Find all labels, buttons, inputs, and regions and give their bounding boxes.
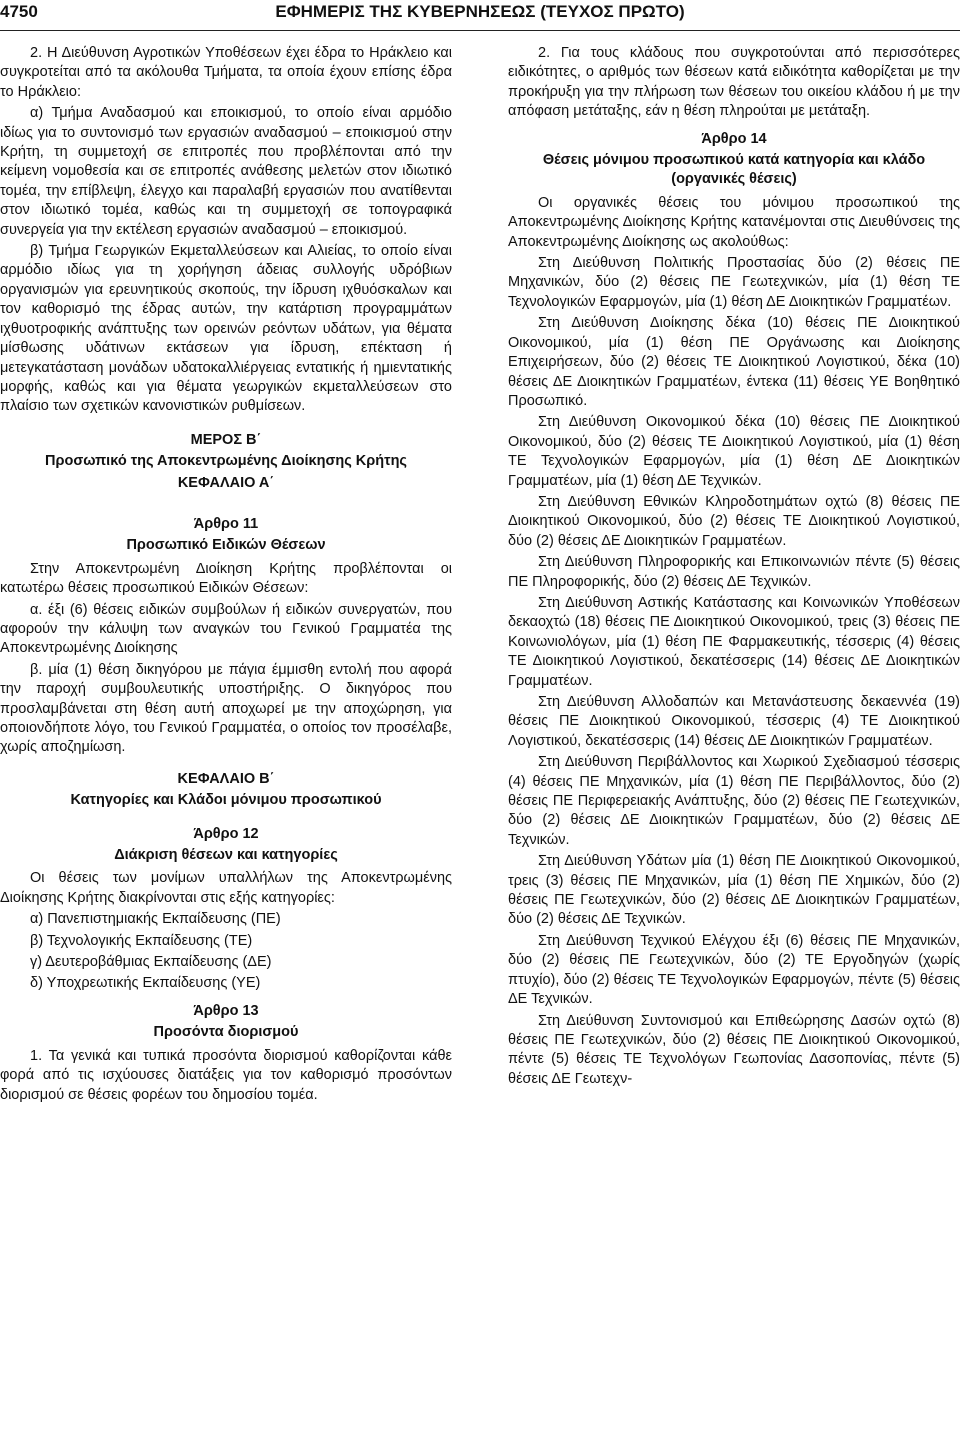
article-heading: Άρθρο 14: [701, 130, 767, 147]
header-rule: [0, 30, 960, 31]
right-column: [508, 44, 960, 1091]
paragraph: Στη Διεύθυνση Συντονισμού και Επιθεώρησης Δασών οχτώ (8) θέσεις ΠΕ Γεωτεχνικών, δύο (2) θέσεις ΠΕ Διοικητικού Οικονομικού, πέντε (5) θέσεις ΤΕ Τεχνολόγων Γεωπονίας Δασοπονίας, πέντε (5) θέσεις ΔΕ Γεωτεχν-: [508, 1012, 960, 1087]
list-item: β) Τεχνολογικής Εκπαίδευσης (ΤΕ): [30, 932, 253, 949]
gazette-title: ΕΦΗΜΕΡΙΣ ΤΗΣ ΚΥΒΕΡΝΗΣΕΩΣ (ΤΕΥΧΟΣ ΠΡΩΤΟ): [275, 2, 685, 21]
paragraph: Στη Διεύθυνση Οικονομικού δέκα (10) θέσεις ΠΕ Διοικητικού Οικονομικού, δύο (2) θέσεις ΤΕ Διοικητικού Λογιστικού, μία (1) θέση ΤΕ Τεχνολογικών Εφαρμογών, μία (1) θέση ΔΕ Διοικητικών Γραμματέων, μία (1) θέση ΔΕ Τεχνικών.: [508, 414, 960, 489]
article-heading: Άρθρο 11: [193, 515, 259, 532]
list-item: γ) Δευτεροβάθμιας Εκπαίδευσης (ΔΕ): [30, 954, 272, 971]
list-item: δ) Υποχρεωτικής Εκπαίδευσης (ΥΕ): [30, 975, 261, 992]
paragraph: Στη Διεύθυνση Υδάτων μία (1) θέση ΠΕ Διοικητικού Οικονομικού, τρεις (3) θέσεις ΠΕ Μηχανικών, μία (1) θέση ΠΕ Χημικών, δύο (2) θέσεις ΠΕ Γεωτεχνικών, δύο (2) θέσεις ΔΕ Διοικητικών Γραμματέων, δύο (2) θέσεις ΔΕ Τεχνικών.: [508, 853, 960, 928]
paragraph: Στη Διεύθυνση Αλλοδαπών και Μετανάστευσης δεκαεννέα (19) θέσεις ΠΕ Διοικητικού Οικονομικού, τέσσερις (4) ΤΕ Διοικητικού Λογιστικού, δεκατέσσερις (14) θέσεις ΔΕ Διοικητικών Γραμματέων.: [508, 694, 960, 749]
left-column: [0, 44, 452, 1107]
article-title: Διάκριση θέσεων και κατηγορίες: [114, 847, 338, 864]
article-title: Προσωπικό Ειδικών Θέσεων: [126, 537, 326, 554]
paragraph: α) Τμήμα Αναδασμού και εποικισμού, το οποίο είναι αρμόδιο ιδίως για το συντονισμό των εργασιών αναδασμού – εποικισμού στην Κρήτη, τη συμμετοχή σε επιτροπές που προβλέπονται από την κείμενη νομοθεσία και σε επιτροπές ανάθεσης μελετών στον ιδιωτικό τομέα, την επίβλεψη, έλεγχο και παραλαβή εργασιών που ανατίθενται στον ιδιωτικό τομέα, καθώς και τη συμμετοχή σε τοπογραφικά συνεργεία για την εκτέλεση εργασιών αναδασμού – εποικισμού.: [0, 105, 452, 238]
paragraph: Στη Διεύθυνση Πληροφορικής και Επικοινωνιών πέντε (5) θέσεις ΠΕ Πληροφορικής, δύο (2) θέσεις ΔΕ Τεχνικών.: [508, 554, 960, 590]
chapter-heading: ΚΕΦΑΛΑΙΟ Α΄: [177, 474, 275, 491]
paragraph: Στην Αποκεντρωμένη Διοίκηση Κρήτης προβλέπονται οι κατωτέρω θέσεις προσωπικού Ειδικών Θέσεων:: [0, 560, 452, 597]
paragraph: Στη Διεύθυνση Τεχνικού Ελέγχου έξι (6) θέσεις ΠΕ Μηχανικών, δύο (2) θέσεις ΠΕ Γεωτεχνικών, δύο (2) ΤΕ Εργοδηγών (χωρίς πτυχίο), δύο (2) θέσεις ΤΕ Τεχνολογικών Εφαρμογών, πέντε (5) θέσεις ΔΕ Τεχνικών.: [508, 932, 960, 1008]
paragraph: Στη Διεύθυνση Εθνικών Κληροδοτημάτων οχτώ (8) θέσεις ΠΕ Διοικητικού Οικονομικού, δύο (2) θέσεις ΤΕ Διοικητικού Λογιστικού, δύο (2) θέσεις ΔΕ Διοικητικών Γραμματέων.: [508, 493, 960, 549]
article-heading: Άρθρο 13: [193, 1002, 259, 1019]
page-number: 4750: [0, 2, 38, 21]
paragraph: Στη Διεύθυνση Διοίκησης δέκα (10) θέσεις ΠΕ Διοικητικού Οικονομικού, μία (1) θέση ΠΕ Οργάνωσης και Διοίκησης Επιχειρήσεων, δύο (2) θέσεις ΤΕ Διοικητικού Λογιστικού, δέκα (10) θέσεις ΔΕ Διοικητικών Γραμματέων, έντεκα (11) θέσεις ΥΕ Βοηθητικό Προσωπικό.: [508, 315, 960, 409]
page-header: [0, 0, 960, 40]
paragraph: Στη Διεύθυνση Περιβάλλοντος και Χωρικού Σχεδιασμού τέσσερις (4) θέσεις ΠΕ Μηχανικών, μία (1) θέση ΠΕ Περιβάλλοντος, δύο (2) θέσεις ΠΕ Περιφερειακής Ανάπτυξης, δύο (2) θέσεις ΠΕ Γεωτεχνικών, δύο (2) θέσεις ΔΕ Διοικητικών Γραμματέων, δύο (2) θέσεις ΔΕ Τεχνικών.: [508, 754, 960, 848]
paragraph: β) Τμήμα Γεωργικών Εκμεταλλεύσεων και Αλιείας, το οποίο είναι αρμόδιο ιδίως για τη χορήγηση άδειας συλλογής υδρόβιων οργανισμών για ερευνητικούς σκοπούς, την ίδρυση ιχθυόσκαλων και τον καθορισμό της έδρας αυτών, την κατάρτιση προγραμμάτων ιχθυοτροφικής ανάπτυξης των ορεινών ρεόντων υδάτων, για θέματα μίσθωσης υδάτινων εκτάσεων για ίδρυση, επέκταση ή μετεγκατάσταση μονάδων υδατοκαλλιέργειας εντατικής ή ημιεντατικής μορφής, καθώς και για θέματα γεωργικών εκμεταλλεύσεων στο πλαίσιο των σχετικών κανονιστικών ρυθμίσεων.: [0, 243, 452, 415]
paragraph: Οι οργανικές θέσεις του μόνιμου προσωπικού της Αποκεντρωμένης Διοίκησης Κρήτης κατανέμονται στις Διευθύνσεις της Αποκεντρωμένης Διοίκησης ως ακολούθως:: [508, 194, 960, 250]
paragraph: 1. Τα γενικά και τυπικά προσόντα διορισμού καθορίζονται κάθε φορά από τις ισχύουσες διατάξεις για τον καθορισμό προσόντων διορισμού σε θέσεις φορέων του δημοσίου τομέα.: [0, 1047, 452, 1103]
part-title: Προσωπικό της Αποκεντρωμένης Διοίκησης Κρήτης: [45, 453, 407, 470]
paragraph: Στη Διεύθυνση Πολιτικής Προστασίας δύο (2) θέσεις ΠΕ Μηχανικών, δύο (2) θέσεις ΠΕ Γεωτεχνικών, μία (1) θέση ΤΕ Τεχνολογικών Εφαρμογών, μία (1) θέση ΔΕ Διοικητικών Γραμματέων.: [508, 255, 960, 310]
paragraph: β. μία (1) θέση δικηγόρου με πάγια έμμισθη εντολή που αφορά την παροχή συμβουλευτικής υποστήριξης. Ο δικηγόρος που προσλαμβάνεται στη θέση αυτή αποχωρεί με την αποχώρηση, για οποιονδήποτε λόγο, του Γενικού Γραμματέα, ο οποίος τον προσέλαβε, χωρίς αποζημίωση.: [0, 661, 452, 756]
paragraph: 2. Η Διεύθυνση Αγροτικών Υποθέσεων έχει έδρα το Ηράκλειο και συγκροτείται από τα ακόλουθα Τμήματα, τα οποία έχουν επίσης έδρα το Ηράκλειο:: [0, 45, 452, 100]
article-title: Προσόντα διορισμού: [153, 1024, 299, 1041]
chapter-title: Κατηγορίες και Κλάδοι μόνιμου προσωπικού: [70, 792, 382, 809]
paragraph: 2. Για τους κλάδους που συγκροτούνται από περισσότερες ειδικότητες, ο αριθμός των θέσεων κατά ειδικότητα καθορίζεται με την προκήρυξη για την πλήρωση των θέσεων του οικείου κλάδου ή με την απόφαση μετάταξης, εάν η θέση πληρούται με μετάταξη.: [508, 45, 960, 120]
article-heading: Άρθρο 12: [193, 825, 259, 842]
part-heading: ΜΕΡΟΣ Β΄: [190, 431, 262, 448]
paragraph: Στη Διεύθυνση Αστικής Κατάστασης και Κοινωνικών Υποθέσεων δεκαοχτώ (18) θέσεις ΠΕ Διοικητικού Οικονομικού, τρεις (3) θέσεις ΠΕ Κοινωνιολόγων, μία (1) θέση ΠΕ Φαρμακευτικής, τέσσερις (4) θέσεις ΤΕ Διοικητικού Λογιστικού, δεκατέσσερις (14) θέσεις ΔΕ Διοικητικών Γραμματέων.: [508, 594, 960, 689]
chapter-heading: ΚΕΦΑΛΑΙΟ Β΄: [177, 770, 275, 787]
paragraph: Οι θέσεις των μονίμων υπαλλήλων της Αποκεντρωμένης Διοίκησης Κρήτης διακρίνονται στις εξής κατηγορίες:: [0, 870, 452, 906]
list-item: α) Πανεπιστημιακής Εκπαίδευσης (ΠΕ): [30, 911, 281, 928]
article-title: Θέσεις μόνιμου προσωπικού κατά κατηγορία και κλάδο (οργανικές θέσεις): [542, 152, 926, 188]
paragraph: α. έξι (6) θέσεις ειδικών συμβούλων ή ειδικών συνεργατών, που αφορούν την κάλυψη των αναγκών του Γενικού Γραμματέα της Αποκεντρωμένης Διοίκησης: [0, 601, 452, 657]
